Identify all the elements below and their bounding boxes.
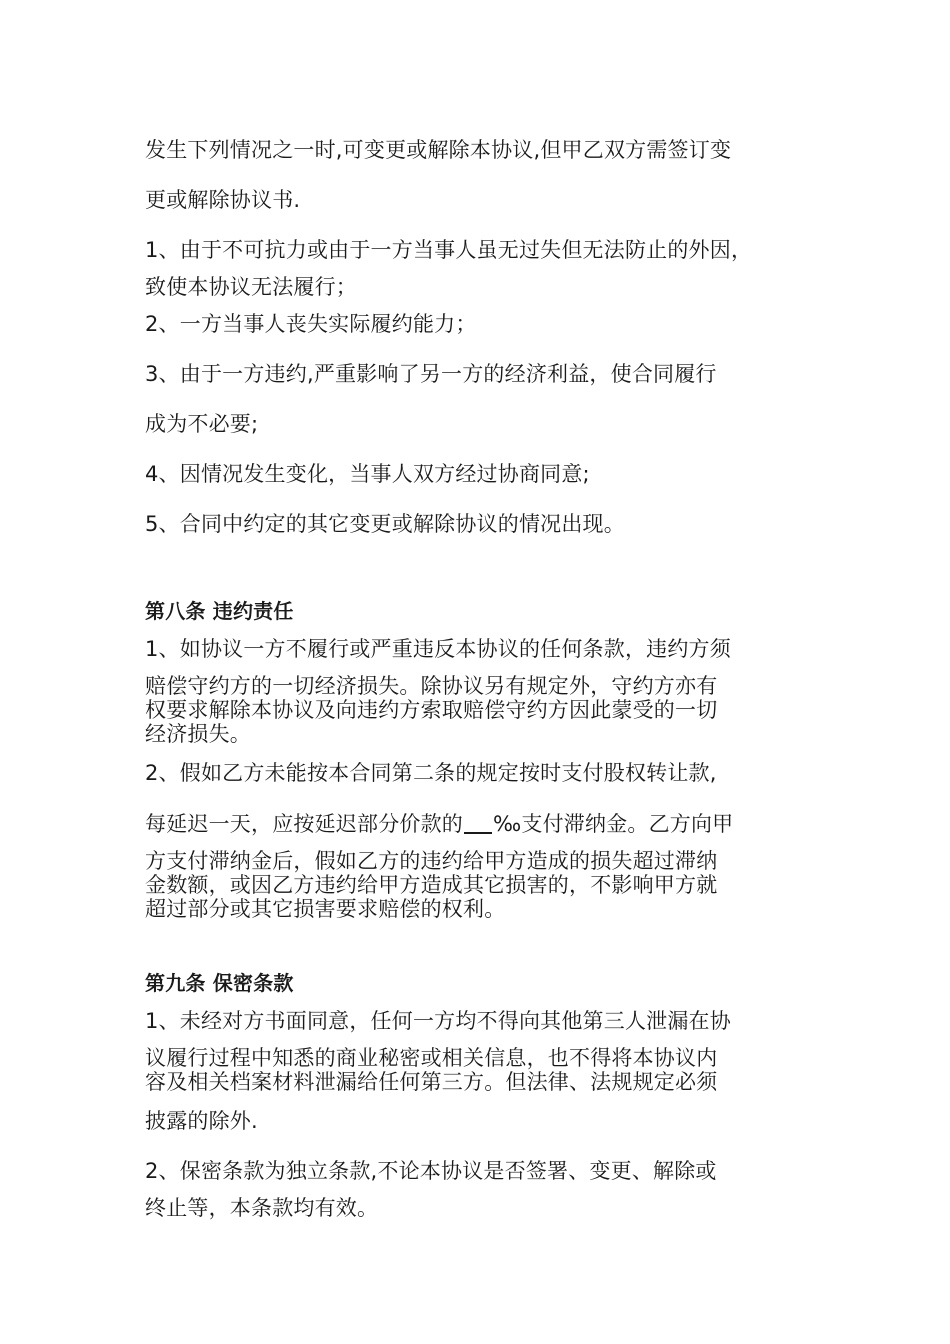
change-item-line: 成为不必要; xyxy=(145,412,259,436)
penalty-rate-blank xyxy=(464,812,492,834)
article-9-line: 2、保密条款为独立条款,不论本协议是否签署、变更、解除或 xyxy=(145,1159,717,1183)
penalty-text-after: ‰支付滞纳金。乙方向甲 xyxy=(493,812,734,836)
change-item-line: 4、因情况发生变化，当事人双方经过协商同意; xyxy=(145,462,590,486)
article-8-line: 经济损失。 xyxy=(145,722,251,746)
article-9-line: 容及相关档案材料泄漏给任何第三方。但法律、法规规定必须 xyxy=(145,1070,718,1094)
article-8-line: 权要求解除本协议及向违约方索取赔偿守约方因此蒙受的一切 xyxy=(145,698,718,722)
penalty-text-before: 每延迟一天，应按延迟部分价款的 xyxy=(145,812,463,836)
change-item-line: 5、合同中约定的其它变更或解除协议的情况出现。 xyxy=(145,512,625,536)
article-8-penalty-line xyxy=(145,811,733,837)
change-item-line: 2、一方当事人丧失实际履约能力； xyxy=(145,312,477,336)
change-item-line: 致使本协议无法履行； xyxy=(145,275,357,299)
article-8-line: 金数额，或因乙方违约给甲方造成其它损害的，不影响甲方就 xyxy=(145,873,718,897)
article-8-line: 方支付滞纳金后，假如乙方的违约给甲方造成的损失超过滞纳 xyxy=(145,849,718,873)
intro-line: 发生下列情况之一时,可变更或解除本协议,但甲乙双方需签订变 xyxy=(145,138,732,162)
article-8-title: 第八条 违约责任 xyxy=(145,599,294,623)
article-8-line: 超过部分或其它损害要求赔偿的权利。 xyxy=(145,897,506,921)
change-item-line: 3、由于一方违约,严重影响了另一方的经济利益，使合同履行 xyxy=(145,362,717,386)
article-8-line: 2、假如乙方未能按本合同第二条的规定按时支付股权转让款, xyxy=(145,761,717,785)
article-9-line: 终止等，本条款均有效。 xyxy=(145,1196,379,1220)
article-9-line: 1、未经对方书面同意，任何一方均不得向其他第三人泄漏在协 xyxy=(145,1009,731,1033)
intro-line: 更或解除协议书. xyxy=(145,188,301,212)
article-8-line: 赔偿守约方的一切经济损失。除协议另有规定外，守约方亦有 xyxy=(145,674,718,698)
article-9-line: 议履行过程中知悉的商业秘密或相关信息，也不得将本协议内 xyxy=(145,1046,718,1070)
article-9-title: 第九条 保密条款 xyxy=(145,971,294,995)
article-9-line: 披露的除外. xyxy=(145,1109,258,1133)
article-8-line: 1、如协议一方不履行或严重违反本协议的任何条款，违约方须 xyxy=(145,637,731,661)
change-item-line: 1、由于不可抗力或由于一方当事人虽无过失但无法防止的外因， xyxy=(145,238,753,262)
